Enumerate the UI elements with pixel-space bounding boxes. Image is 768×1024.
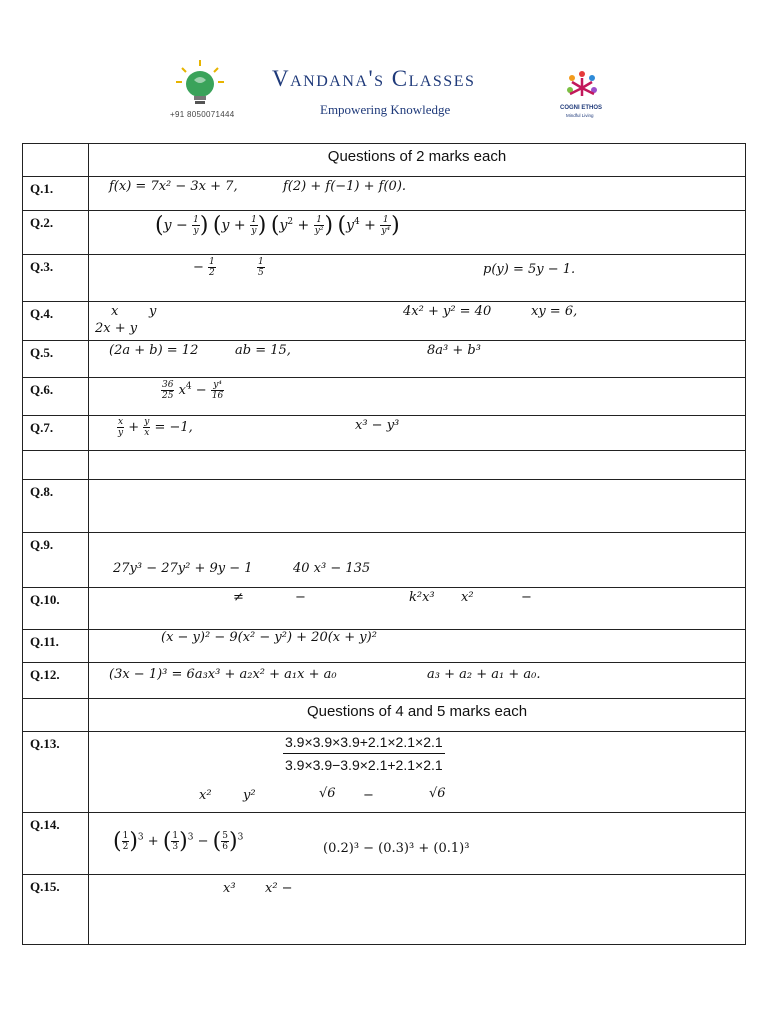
math-expression: (0.2)³ − (0.3)³ + (0.1)³ [323, 841, 470, 856]
math-expression: x² [461, 590, 474, 605]
math-var: y [149, 304, 157, 319]
question-number: Q.13. [23, 732, 89, 813]
question-row [23, 480, 746, 533]
math-expression: (y − $\frac{1}{y}$ ) (y + $\frac{1}{y}$ ) ($y^2$ + $\frac{1}{\text{y²}}$ ) ($y^4$ + $\frac{1}{\text{y⁴}}$ ) [155, 213, 400, 238]
question-number: Q.6. [23, 378, 89, 416]
question-row [23, 875, 746, 945]
question-number: Q.1. [23, 177, 89, 211]
math-expression: x³ − y³ [355, 418, 400, 433]
math-expression: 27y³ − 27y² + 9y − 1 [113, 561, 253, 576]
phone-number: +91 8050071444 [170, 110, 235, 119]
math-symbol: − [521, 590, 532, 605]
math-expression: √6 [429, 786, 446, 801]
math-symbol: − [363, 788, 374, 803]
math-var: x [111, 304, 119, 319]
math-var: y² [243, 788, 256, 803]
question-number: Q.15. [23, 875, 89, 945]
blank-cell [23, 144, 89, 177]
question-row [23, 255, 746, 302]
math-expression: x³ [223, 881, 236, 896]
question-number: Q.2. [23, 211, 89, 255]
math-expression: $\frac{1}{5}$ [258, 257, 264, 278]
question-row [23, 663, 746, 699]
question-row [23, 732, 746, 813]
brand-tagline: Empowering Knowledge [320, 102, 451, 117]
math-symbol: − [295, 590, 306, 605]
math-expression: a₃ + a₂ + a₁ + a₀. [427, 667, 541, 682]
partner-name: COGNI ETHOS [560, 105, 603, 111]
question-row [23, 378, 746, 416]
math-symbol: ≠ [233, 590, 244, 605]
question-number: Q.4. [23, 302, 89, 341]
math-expression: k²x³ [409, 590, 435, 605]
math-fraction [283, 734, 445, 773]
question-number: Q.14. [23, 813, 89, 875]
math-expression: p(y) = 5y − 1. [483, 262, 576, 277]
math-expression: xy = 6, [531, 304, 578, 319]
math-expression: − $\frac{1}{2}$ [193, 257, 215, 278]
math-expression: (3x − 1)³ = 6a₃x³ + a₂x² + a₁x + a₀ [109, 667, 337, 682]
lightbulb-brain-icon [170, 58, 230, 112]
math-var: x² [199, 788, 212, 803]
math-expression: ( $\frac{1}{2}$ )$^3$ + ( $\frac{1}{3}$ )$^3$ − ( $\frac{5}{6}$ )$^3$ [113, 829, 244, 854]
brand-name: Vandana's Classes [272, 66, 476, 91]
math-expression: (x − y)² − 9(x² − y²) + 20(x + y)² [161, 630, 377, 645]
question-row [23, 813, 746, 875]
math-expression: 4x² + y² = 40 [403, 304, 492, 319]
question-number: Q.3. [23, 255, 89, 302]
fraction-denominator: 3.9×3.9−3.9×2.1+2.1×2.1 [285, 757, 443, 773]
header-banner [150, 48, 630, 128]
blank-row [23, 451, 746, 480]
cogni-ethos-logo-icon [560, 66, 604, 106]
math-expression: 2x + y [95, 321, 138, 336]
math-expression: √6 [319, 786, 336, 801]
math-expression: (2a + b) = 12 [109, 343, 199, 358]
fraction-numerator: 3.9×3.9×3.9+2.1×2.1×2.1 [283, 734, 445, 754]
question-number: Q.5. [23, 341, 89, 378]
math-expression: f(x) = 7x² − 3x + 7, [109, 179, 238, 194]
question-row [23, 416, 746, 451]
math-expression: $\frac{x}{y}$ + $\frac{y}{x}$ = −1, [118, 417, 193, 438]
question-row [23, 302, 746, 341]
question-number: Q.7. [23, 416, 89, 451]
questions-table [22, 143, 746, 945]
question-number: Q.8. [23, 480, 89, 533]
question-row [23, 341, 746, 378]
math-expression: f(2) + f(−1) + f(0). [283, 179, 407, 194]
question-row [23, 177, 746, 211]
question-number: Q.10. [23, 588, 89, 630]
math-expression: $\frac{36}{25}$ $x^4$ − $\frac{\text{y⁴}}{16}$ [162, 380, 224, 401]
question-number: Q.12. [23, 663, 89, 699]
math-expression: 8a³ + b³ [427, 343, 481, 358]
partner-tagline: Mindful Living [566, 113, 594, 118]
math-expression: 40 x³ − 135 [293, 561, 371, 576]
blank-cell [23, 699, 89, 732]
question-row [23, 588, 746, 630]
question-number: Q.9. [23, 533, 89, 588]
question-number: Q.11. [23, 630, 89, 663]
math-expression: ab = 15, [235, 343, 291, 358]
section-title: Questions of 4 and 5 marks each [89, 699, 746, 732]
question-row [23, 630, 746, 663]
question-row [23, 533, 746, 588]
math-expression: x² − [265, 881, 293, 896]
question-row [23, 211, 746, 255]
section-title: Questions of 2 marks each [89, 144, 746, 177]
